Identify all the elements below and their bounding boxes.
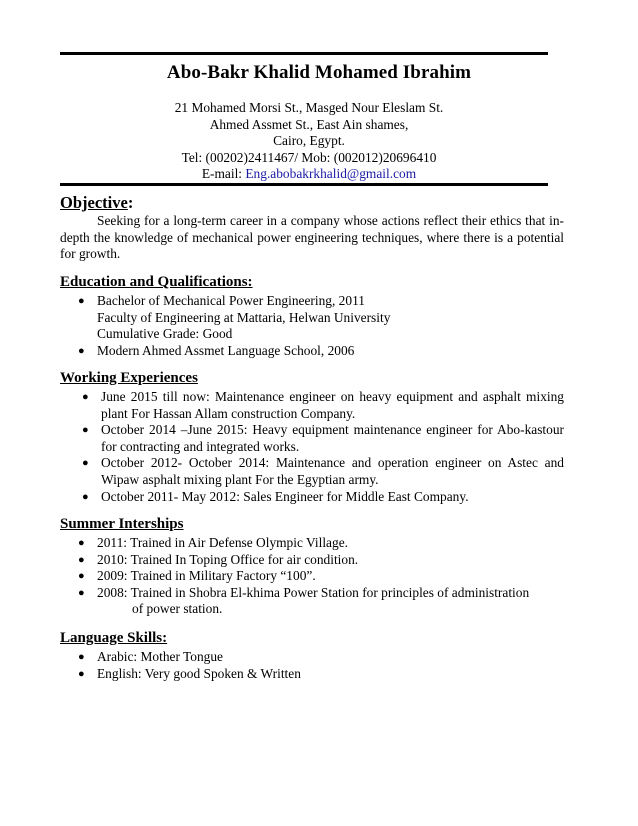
- phone-line: Tel: (00202)2411467/ Mob: (002012)20696410: [181, 149, 437, 165]
- list-item: ● June 2015 till now: Maintenance engineer on heavy equipment and asphalt mixing plant For Hassan Allam construction Company.: [82, 389, 564, 421]
- education-heading: Education and Qualifications:: [60, 274, 253, 290]
- email-line: [0, 166, 618, 183]
- header-bottom-rule: [60, 183, 548, 186]
- bullet-icon: ●: [82, 490, 89, 503]
- list-item: ● Modern Ahmed Assmet Language School, 2006: [78, 342, 355, 358]
- contact-block: [0, 100, 618, 183]
- languages-section: [60, 629, 564, 682]
- address-line-2: Ahmed Assmet St., East Ain shames,: [209, 116, 409, 132]
- work-heading: Working Experiences: [60, 370, 198, 386]
- bullet-icon: ●: [82, 424, 89, 437]
- list-item: ● 2009: Trained in Military Factory “100”.: [78, 568, 316, 584]
- bullet-icon: ●: [78, 667, 85, 680]
- candidate-name: Abo-Bakr Khalid Mohamed Ibrahim: [166, 62, 472, 83]
- bullet-icon: ●: [82, 391, 89, 403]
- list-item: ● October 2014 –June 2015: Heavy equipment maintenance engineer for Abo-kastour for contracting and integrated works.: [82, 422, 564, 454]
- bullet-icon: ●: [78, 570, 85, 583]
- summer-list: [60, 535, 564, 618]
- languages-list: [60, 649, 564, 682]
- bullet-icon: ●: [78, 553, 85, 566]
- work-section: [60, 369, 564, 505]
- education-section: [60, 273, 564, 359]
- bullet-icon: ●: [78, 344, 85, 357]
- list-item: ● 2010: Trained In Toping Office for air condition.: [78, 551, 359, 567]
- education-list: [60, 293, 564, 359]
- objective-heading: Objective:: [60, 193, 134, 212]
- list-item: ● October 2012- October 2014: Maintenance and operation engineer on Astec and Wipaw asphalt mixing plant For the Egyptian army.: [82, 455, 564, 487]
- email-label: E-mail:: [201, 166, 246, 182]
- objective-text: Seeking for a long-term career in a company whose actions reflect their ethics that in-depth the knowledge of mechanical power engineering techniques, where there is a potential for growth.: [60, 213, 564, 262]
- list-item: ● Bachelor of Mechanical Power Engineering, 2011 Faculty of Engineering at Mattaria, Helwan University Cumulative Grade: Good: [78, 293, 391, 342]
- header-top-rule: [60, 52, 548, 55]
- languages-heading: Language Skills:: [60, 630, 168, 646]
- summer-heading: Summer Interships: [60, 516, 184, 532]
- list-item: ● Arabic: Mother Tongue: [78, 649, 223, 664]
- email-link[interactable]: Eng.abobakrkhalid@gmail.com: [245, 166, 417, 182]
- bullet-icon: ●: [82, 457, 89, 470]
- address-line-1: 21 Mohamed Morsi St., Masged Nour Eleslam St.: [174, 100, 444, 115]
- list-item: ● English: Very good Spoken & Written: [78, 665, 301, 681]
- address-line-3: Cairo, Egypt.: [273, 133, 345, 149]
- objective-section: [60, 194, 564, 263]
- summer-section: [60, 515, 564, 618]
- bullet-icon: ●: [78, 295, 85, 307]
- bullet-icon: ●: [78, 651, 85, 663]
- bullet-icon: ●: [78, 586, 85, 599]
- work-list: [60, 389, 564, 505]
- bullet-icon: ●: [78, 537, 85, 549]
- list-item: ● 2008: Trained in Shobra El-khima Power Station for principles of administration of power station.: [78, 584, 530, 617]
- list-item: ● October 2011- May 2012: Sales Engineer for Middle East Company.: [82, 488, 469, 504]
- list-item: ● 2011: Trained in Air Defense Olympic Village.: [78, 535, 348, 550]
